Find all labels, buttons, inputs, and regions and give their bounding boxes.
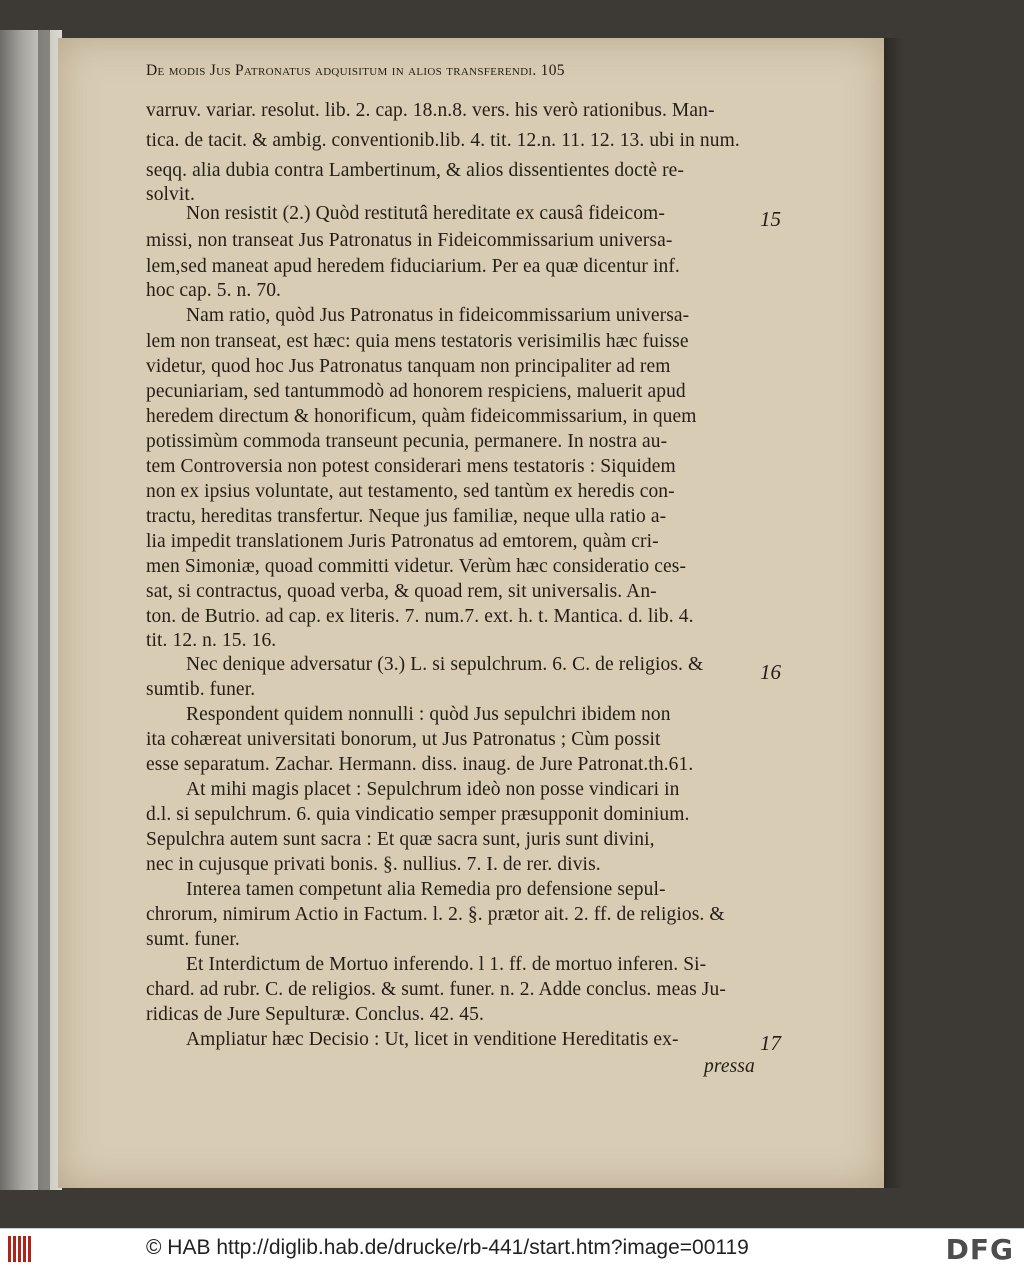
text-line: men Simoniæ, quoad committi videtur. Verùm hæc consideratio ces-: [146, 556, 687, 577]
text-line: tica. de tacit. & ambig. conventionib.lib. 4. tit. 12.n. 11. 12. 13. ubi in num.: [146, 130, 740, 151]
margin-number: 16: [760, 660, 781, 684]
text-line: pecuniariam, sed tantummodò ad honorem respiciens, maluerit apud: [146, 381, 686, 402]
text-line: Sepulchra autem sunt sacra : Et quæ sacra sunt, juris sunt divini,: [146, 829, 655, 850]
text-line: tem Controversia non potest considerari mens testatoris : Siquidem: [146, 456, 676, 477]
text-line: chrorum, nimirum Actio in Factum. l. 2. §. prætor ait. 2. ff. de religios. &: [146, 904, 725, 925]
text-line: seqq. alia dubia contra Lambertinum, & alios dissentientes doctè re-: [146, 160, 685, 181]
dfg-logo: DFG: [945, 1233, 1014, 1266]
hab-logo-icon: [8, 1236, 38, 1262]
book-spine-shadow: [38, 30, 50, 1190]
text-line: videtur, quod hoc Jus Patronatus tanquam non principaliter ad rem: [146, 356, 671, 377]
book-left-edge: [0, 30, 62, 1190]
text-line: lem,sed maneat apud heredem fiduciarium. Per ea quæ dicentur inf.: [146, 256, 680, 277]
catchword: pressa: [704, 1056, 755, 1077]
running-header: De modis Jus Patronatus adquisitum in alios transferendi. 105: [146, 62, 565, 79]
text-line: nec in cujusque privati bonis. §. nullius. 7. I. de rer. divis.: [146, 854, 601, 875]
text-line: heredem directum & honorificum, quàm fideicommissarium, in quem: [146, 406, 697, 427]
text-line: hoc cap. 5. n. 70.: [146, 280, 282, 301]
text-line: tractu, hereditas transfertur. Neque jus familiæ, neque ulla ratio a-: [146, 506, 667, 527]
text-line: esse separatum. Zachar. Hermann. diss. inaug. de Jure Patronat.th.61.: [146, 754, 694, 775]
copyright-link[interactable]: © HAB http://diglib.hab.de/drucke/rb-441/start.htm?image=00119: [146, 1236, 749, 1259]
footer-bar: [0, 1228, 1024, 1269]
text-line: At mihi magis placet : Sepulchrum ideò non posse vindicari in: [186, 779, 680, 800]
text-line: d.l. si sepulchrum. 6. quia vindicatio semper præsupponit dominium.: [146, 804, 690, 825]
text-line: sat, si contractus, quoad verba, & quoad rem, sit universalis. An-: [146, 581, 657, 602]
text-line: Ampliatur hæc Decisio : Ut, licet in venditione Hereditatis ex-: [186, 1029, 679, 1050]
text-line: lem non transeat, est hæc: quia mens testatoris verisimilis hæc fuisse: [146, 331, 689, 352]
text-line: varruv. variar. resolut. lib. 2. cap. 18.n.8. vers. his verò rationibus. Man-: [146, 100, 715, 121]
text-line: ton. de Butrio. ad cap. ex literis. 7. num.7. ext. h. t. Mantica. d. lib. 4.: [146, 606, 694, 627]
text-line: sumt. funer.: [146, 929, 240, 950]
text-line: Non resistit (2.) Quòd restitutâ hereditate ex causâ fideicom-: [186, 203, 665, 224]
text-line: Respondent quidem nonnulli : quòd Jus sepulchri ibidem non: [186, 704, 671, 725]
text-line: chard. ad rubr. C. de religios. & sumt. funer. n. 2. Adde conclus. meas Ju-: [146, 979, 726, 1000]
text-line: ridicas de Jure Sepulturæ. Conclus. 42. 45.: [146, 1004, 484, 1025]
text-line: sumtib. funer.: [146, 679, 256, 700]
text-line: ita cohæreat universitati bonorum, ut Jus Patronatus ; Cùm possit: [146, 729, 661, 750]
text-line: Et Interdictum de Mortuo inferendo. l 1. ff. de mortuo inferen. Si-: [186, 954, 707, 975]
margin-number: 17: [760, 1031, 781, 1055]
text-line: potissimùm commoda transeunt pecunia, permanere. In nostra au-: [146, 431, 668, 452]
text-line: Nec denique adversatur (3.) L. si sepulchrum. 6. C. de religios. &: [186, 654, 704, 675]
page-right-shadow: [884, 38, 904, 1188]
text-line: missi, non transeat Jus Patronatus in Fideicommissarium universa-: [146, 230, 673, 251]
text-line: lia impedit translationem Juris Patronatus ad emtorem, quàm cri-: [146, 531, 659, 552]
text-line: tit. 12. n. 15. 16.: [146, 630, 277, 651]
text-line: Nam ratio, quòd Jus Patronatus in fideicommissarium universa-: [186, 305, 690, 326]
margin-number: 15: [760, 207, 781, 231]
text-line: Interea tamen competunt alia Remedia pro defensione sepul-: [186, 879, 666, 900]
text-line: solvit.: [146, 184, 195, 205]
text-line: non ex ipsius voluntate, aut testamento, sed tantùm ex heredis con-: [146, 481, 675, 502]
